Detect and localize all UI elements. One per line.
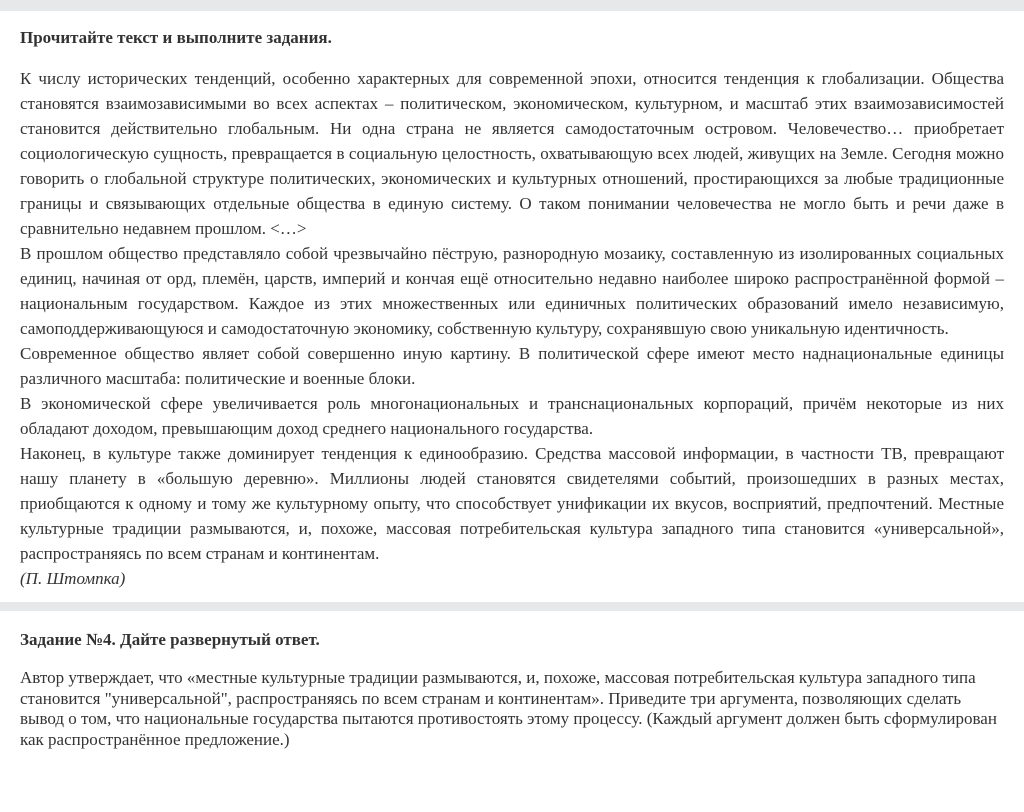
paragraph-5: Наконец, в культуре также доминирует тенденция к единообразию. Средства массовой информации, в частности ТВ, превращают нашу планету в «большую деревню». Миллионы людей становятся свидетелями событий, произошедших в разных местах, приобщаются к одному и тому же культурному опыту, что способствует унификации их вкусов, восприятий, предпочтений. Местные культурные традиции размываются, и, похоже, массовая потребительская культура западного типа становится «универсальной», распространяясь по всем странам и континентам.	[20, 444, 1004, 563]
reading-heading: Прочитайте текст и выполните задания.	[20, 28, 332, 47]
paragraph-4: В экономической сфере увеличивается роль многонациональных и транснациональных корпораций, причём некоторые из них обладают доходом, превышающим доход среднего национального государства.	[20, 394, 1004, 438]
task-block	[0, 611, 1024, 750]
section-divider	[0, 602, 1024, 611]
text-author: (П. Штомпка)	[20, 569, 126, 588]
paragraph-1: К числу исторических тенденций, особенно характерных для современной эпохи, относится тенденция к глобализации. Общества становятся взаимозависимыми во всех аспектах – политическом, экономическом, культурном, и масштаб этих взаимозависимостей становится действительно глобальным. Ни одна страна не является самодостаточным островом. Человечество… приобретает социологическую сущность, превращается в социальную целостность, охватывающую всех людей, живущих на Земле. Сегодня можно говорить о глобальной структуре политических, экономических и культурных отношений, простирающихся за любые традиционные границы и связывающих отдельные общества в единую систему. О таком понимании человечества не могло быть и речи даже в сравнительно недавнем прошлом. <…>	[20, 69, 1004, 238]
top-divider	[0, 0, 1024, 11]
reading-block	[0, 11, 1024, 602]
task-heading: Задание №4. Дайте развернутый ответ.	[20, 630, 320, 649]
task-text: Автор утверждает, что «местные культурные традиции размываются, и, похоже, массовая потребительская культура западного типа становится "универсальной", распространяясь по всем странам и континентам». Приведите три аргумента, позволяющих сделать вывод о том, что национальные государства пытаются противостоять этому процессу. (Каждый аргумент должен быть сформулирован как распространённое предложение.)	[20, 668, 997, 749]
paragraph-3: Современное общество являет собой совершенно иную картину. В политической сфере имеют место наднациональные единицы различного масштаба: политические и военные блоки.	[20, 344, 1004, 388]
reading-text	[20, 66, 1004, 591]
paragraph-2: В прошлом общество представляло собой чрезвычайно пёструю, разнородную мозаику, составленную из изолированных социальных единиц, начиная от орд, племён, царств, империй и кончая ещё относительно недавно наиболее широко распространённой формой – национальным государством. Каждое из этих множественных или единичных политических образований имело независимую, самоподдерживающуюся и самодостаточную экономику, собственную культуру, сохранявшую свою уникальную идентичность.	[20, 244, 1004, 338]
